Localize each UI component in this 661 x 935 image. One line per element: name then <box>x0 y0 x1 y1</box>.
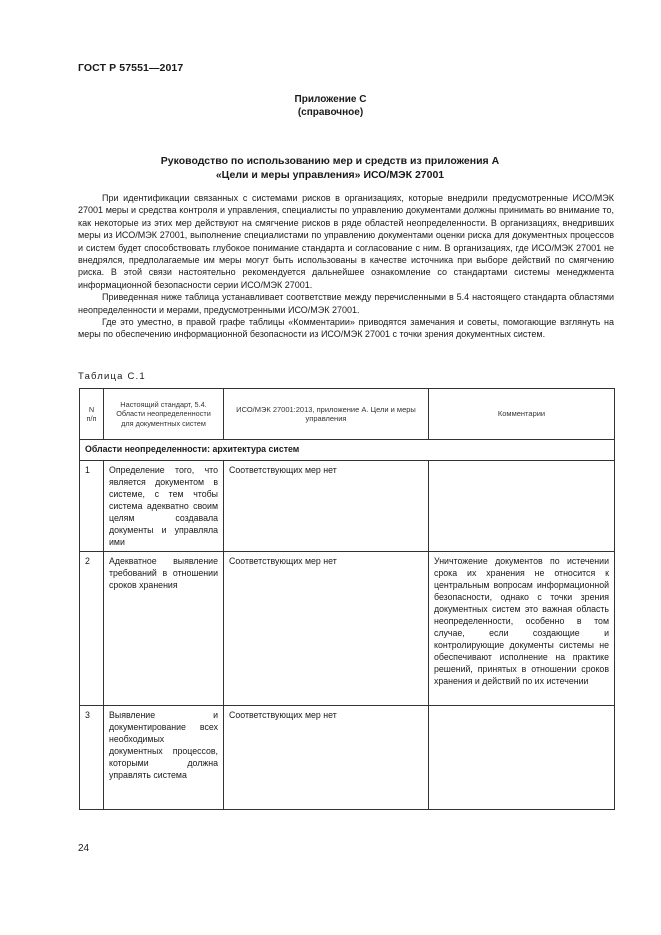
table-row <box>80 706 615 810</box>
section-title-line2: «Цели и меры управления» ИСО/МЭК 27001 <box>215 169 445 181</box>
paragraph: Приведенная ниже таблица устанавливает соответствие между перечисленными в 5.4 настоящего стандарта областями неопределенности и мерами, предусмотренными ИСО/МЭК 27001. <box>78 292 614 315</box>
header-iso: ИСО/МЭК 27001:2013, приложение А. Цели и меры управления <box>224 389 429 440</box>
paragraph: Где это уместно, в правой графе таблицы «Комментарии» приводятся замечания и советы, помогающие взглянуть на меры по обеспечению информационной безопасности из ИСО/МЭК 27001 с точки зрения документных систем. <box>78 317 614 340</box>
table-row <box>80 552 615 706</box>
standard-header: ГОСТ Р 57551—2017 <box>78 62 184 74</box>
row-num: 2 <box>80 552 104 706</box>
row-iso: Соответствующих мер нет <box>224 552 429 706</box>
row-comment: Уничтожение документов по истечении срока их хранения не относится к центральным вопросам информационной безопасности, однако с точки зрения документных систем это важная область неопределенности, особенно в том случае, если создающие и контролирующие документы системы не обеспечивают исполнение на практике решений, принятых в отношении сроков хранения и действий по их истечении <box>429 552 615 706</box>
row-iso: Соответствующих мер нет <box>224 706 429 810</box>
table-caption: Таблица С.1 <box>78 371 146 382</box>
row-num: 1 <box>80 461 104 552</box>
row-iso: Соответствующих мер нет <box>224 461 429 552</box>
paragraph: При идентификации связанных с системами рисков в организациях, которые внедрили предусмотренные ИСО/МЭК 27001 меры и средства контроля и управления, специалисты по управлению документами должны принимать во внимание то, как некоторые из этих мер действуют на смягчение рисков в ряде областей неопределенности. В организациях, внедривших меры из ИСО/МЭК 27001, выполнение специалистами по управлению документами оценки риска для документных процессов и систем будет способствовать глубокое понимание стандарта и согласование с ним. В организациях, где ИСО/МЭК 27001 не внедрялся, предполагаемые им меры могут быть использованы в качестве источника при выборе действий по смягчению риска. В этой связи настоятельно рекомендуется дальнейшее ознакомление со стандартами системы менеджмента информационной безопасности серии ИСО/МЭК 27001. <box>78 193 614 290</box>
row-comment <box>429 461 615 552</box>
header-comments: Комментарии <box>429 389 615 440</box>
row-area: Определение того, что является документом в системе, с тем чтобы система адекватно своим целям создавала документы и управляла ими <box>104 461 224 552</box>
row-num: 3 <box>80 706 104 810</box>
header-num: N п/п <box>80 389 104 440</box>
mapping-table <box>79 388 615 810</box>
section-label: Области неопределенности: архитектура систем <box>80 440 615 461</box>
annex-heading <box>0 93 661 119</box>
header-area: Настоящий стандарт, 5.4. Области неопределенности для документных систем <box>104 389 224 440</box>
section-title <box>80 154 580 182</box>
table-row <box>80 461 615 552</box>
row-area: Адекватное выявление требований в отношении сроков хранения <box>104 552 224 706</box>
table-section-row <box>80 440 615 461</box>
section-title-line1: Руководство по использованию мер и средств из приложения А <box>160 155 500 167</box>
row-comment <box>429 706 615 810</box>
page-number: 24 <box>78 843 90 854</box>
table-header-row <box>80 389 615 440</box>
row-area: Выявление и документирование всех необходимых документных процессов, которыми должна управлять система <box>104 706 224 810</box>
annex-note: (справочное) <box>297 107 364 118</box>
annex-title: Приложение С <box>294 94 367 105</box>
body-text <box>78 192 614 341</box>
